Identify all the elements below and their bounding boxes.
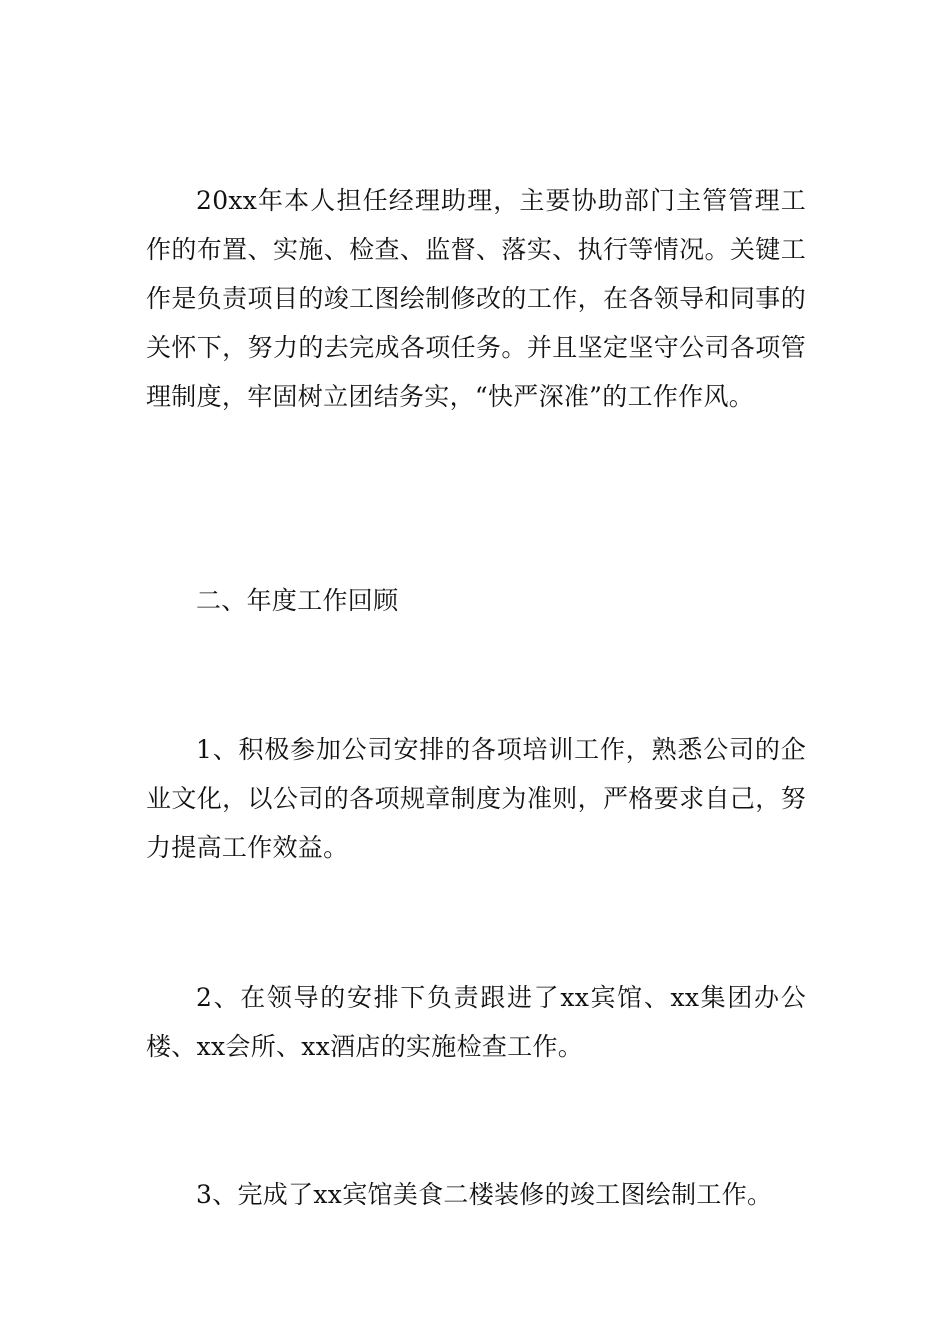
- item-paragraph-2: 2、在领导的安排下负责跟进了xx宾馆、xx集团办公楼、xx会所、xx酒店的实施检查工作。: [146, 983, 806, 1061]
- intro-paragraph: 20xx年本人担任经理助理，主要协助部门主管管理工作的布置、实施、检查、监督、落实、执行等情况。关键工作是负责项目的竣工图绘制修改的工作，在各领导和同事的关怀下，努力的去完成各项任务。并且坚定坚守公司各项管理制度，牢固树立团结务实，“快严深准”的工作作风。: [146, 186, 806, 411]
- item-paragraph-1: 1、积极参加公司安排的各项培训工作，熟悉公司的企业文化，以公司的各项规章制度为准则，严格要求自己，努力提高工作效益。: [146, 735, 806, 862]
- item-paragraph-3: 3、完成了xx宾馆美食二楼装修的竣工图绘制工作。: [196, 1180, 773, 1209]
- section-heading: 二、年度工作回顾: [196, 586, 399, 615]
